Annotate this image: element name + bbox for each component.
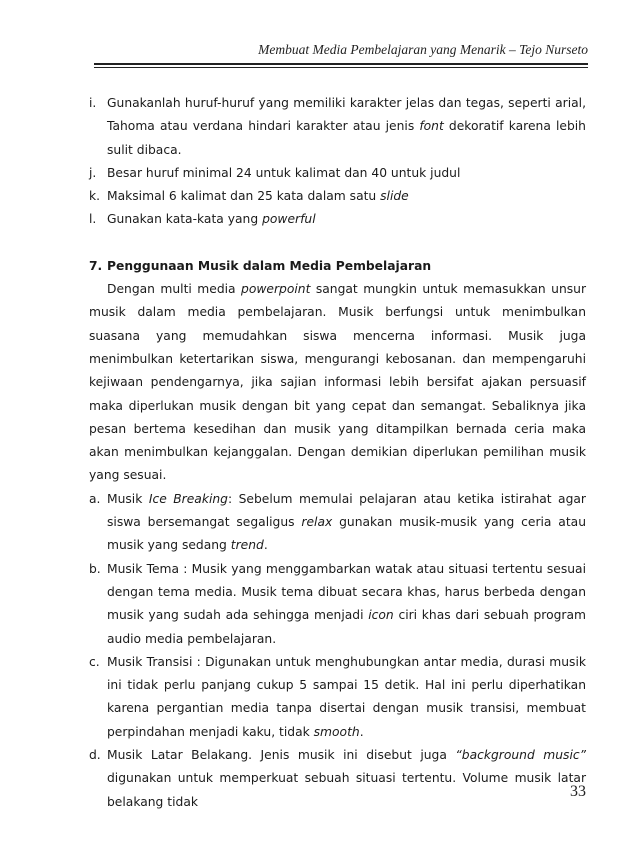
list-text: Musik Latar Belakang. Jenis musik ini disebut juga: [107, 748, 456, 763]
paragraph-text: sangat mungkin untuk memasukkan unsur musik dalam media pembelajaran. Musik berfungsi untuk menimbulkan suasana yang memudahkan siswa mencerna informasi. Musik juga menimbulkan ketertarikan siswa, mengurangi kebosanan. dan mempengaruhi kejiwaan pendengarnya, jika sajian informasi lebih bersifat ajakan persuasif maka diperlukan musik dengan bit yang cepat dan semangat. Sebaliknya jika pesan bertema kesedihan dan musik yang ditampilkan bernada ceria maka akan menimbulkan kejanggalan. Dengan demikian diperlukan pemilihan musik yang sesuai.: [89, 282, 586, 483]
list-marker: l.: [89, 212, 97, 227]
list-text: dekoratif karena lebih sulit dibaca.: [107, 119, 586, 157]
page-number: 33: [570, 783, 586, 800]
italic-term: relax: [301, 515, 333, 530]
list-text: : Sebelum memulai pelajaran atau ketika istirahat agar siswa bersemangat segaligus: [107, 491, 586, 530]
page-body: [89, 92, 586, 814]
list-text: Musik: [107, 491, 149, 506]
header-rule-thick: [94, 63, 588, 65]
list-text: Gunakan kata-kata yang: [107, 212, 263, 227]
italic-term: trend: [230, 538, 264, 553]
italic-term: slide: [380, 189, 409, 204]
italic-term: smooth: [313, 724, 360, 739]
list-marker: b.: [89, 561, 101, 576]
list-marker: i.: [89, 96, 97, 110]
paragraph-text: Dengan multi media: [107, 282, 242, 297]
section-paragraph: [89, 278, 586, 488]
section-heading: [89, 255, 586, 278]
list-item: [89, 208, 586, 231]
list-text: Besar huruf minimal 24 untuk kalimat dan 40 untuk judul: [107, 165, 461, 180]
list-marker: d.: [89, 748, 101, 763]
list-item: [89, 162, 586, 185]
list-text: Gunakanlah huruf-huruf yang memiliki karakter jelas dan tegas, seperti arial, Tahoma atau verdana hindari karakter atau jenis: [107, 96, 586, 134]
list-item: [89, 744, 586, 814]
list-text: .: [263, 538, 268, 553]
section-title: Penggunaan Musik dalam Media Pembelajaran: [107, 258, 432, 273]
list-text: gunakan musik-musik yang ceria atau musik yang sedang: [107, 515, 586, 553]
italic-term: Ice Breaking: [148, 491, 228, 506]
list-text: ciri khas dari sebuah program audio media pembelajaran.: [107, 608, 586, 646]
list-item: [89, 651, 586, 744]
list-item: [89, 92, 586, 162]
italic-term: font: [419, 119, 444, 134]
list-item: [89, 558, 586, 651]
list-text: digunakan untuk memperkuat sebuah situasi tertentu. Volume musik latar belakang tidak: [107, 771, 586, 809]
running-header: Membuat Media Pembelajaran yang Menarik – Tejo Nurseto: [258, 42, 588, 57]
list-text: Musik Transisi : Digunakan untuk menghubungkan antar media, durasi musik ini tidak perlu panjang cukup 5 sampai 15 detik. Hal ini perlu diperhatikan karena pergantian media tanpa disertai dengan musik transisi, membuat perpindahan menjadi kaku, tidak: [107, 654, 586, 739]
list-item: [89, 185, 586, 208]
italic-term: powerful: [262, 212, 316, 227]
list-marker: c.: [89, 654, 100, 669]
section-number: 7.: [89, 258, 103, 273]
list-marker: a.: [89, 491, 101, 506]
list-marker: k.: [89, 189, 101, 204]
list-marker: j.: [89, 165, 97, 180]
list-text: Musik Tema : Musik yang menggambarkan watak atau situasi tertentu sesuai dengan tema media. Musik tema dibuat secara khas, harus berbeda dengan musik yang sudah ada sehingga menjadi: [107, 561, 586, 623]
list-text: .: [359, 724, 364, 739]
list-item: [89, 488, 586, 558]
italic-term: icon: [368, 608, 394, 623]
italic-term: powerpoint: [241, 282, 311, 297]
list-text: Maksimal 6 kalimat dan 25 kata dalam satu: [107, 189, 381, 204]
italic-term: “background music”: [455, 748, 586, 763]
header-rule-thin: [94, 67, 588, 68]
